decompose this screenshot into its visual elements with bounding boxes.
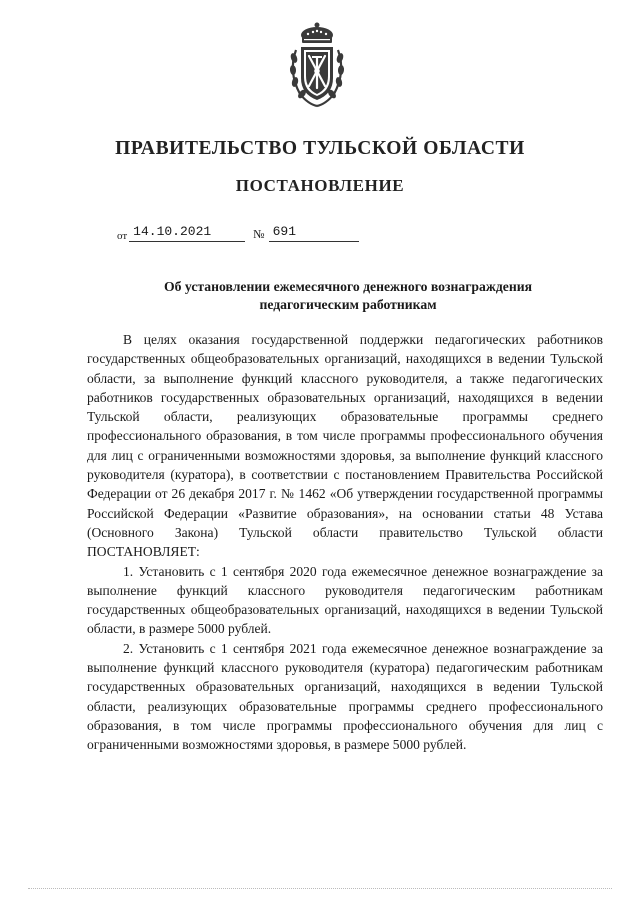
subject-line-2: педагогическим работникам xyxy=(259,297,437,312)
preamble-paragraph: В целях оказания государственной поддержки педагогических работников государственных общеобразовательных организаций, находящихся в ведении Тульской области, за выполнение функций классного руководителя, а также педагогических работников государственных образовательных организаций, находящихся в ведении Тульской области, реализующих образовательные программы среднего профессионального образования, в том числе программы профессионального обучения для лиц с ограниченными возможностями здоровья, за выполнение функций классного руководителя (куратора), в соответствии с постановлением Правительства Российской Федерации от 26 декабря 2017 г. № 1462 «Об утверждении государственной программы Российской Федерации «Развитие образования», на основании статьи 48 Устава (Основного Закона) Тульской области правительство Тульской области ПОСТАНОВЛЯЕТ: xyxy=(87,332,603,560)
document-number: 691 xyxy=(269,224,359,242)
clause-2-paragraph: 2. Установить с 1 сентября 2021 года ежемесячное денежное вознаграждение за выполнение функций классного руководителя (куратора) педагогическим работникам государственных образовательных организаций, находящихся в ведении Тульской области, реализующих образовательные программы среднего профессионального образования, в том числе программы профессионального обучения для лиц с ограниченными возможностями здоровья, в размере 5000 рублей. xyxy=(87,640,603,753)
clause-1-paragraph: 1. Установить с 1 сентября 2020 года ежемесячное денежное вознаграждение за выполнение функций классного руководителя педагогическим работникам государственных общеобразовательных организаций, находящихся в ведении Тульской области, в размере 5000 рублей. xyxy=(87,563,603,637)
subject-line-1: Об установлении ежемесячного денежного вознаграждения xyxy=(163,279,532,294)
date-label: от xyxy=(117,230,128,242)
document-body xyxy=(87,330,603,755)
government-title: ПРАВИТЕЛЬСТВО ТУЛЬСКОЙ ОБЛАСТИ xyxy=(115,138,525,159)
document-date: 14.10.2021 xyxy=(129,224,245,242)
number-label: № xyxy=(253,227,265,241)
document-type: ПОСТАНОВЛЕНИЕ xyxy=(235,176,405,195)
document-subject xyxy=(90,278,606,314)
page-bottom-divider xyxy=(28,886,612,889)
coat-of-arms-icon xyxy=(286,22,348,108)
document-meta xyxy=(117,224,359,242)
